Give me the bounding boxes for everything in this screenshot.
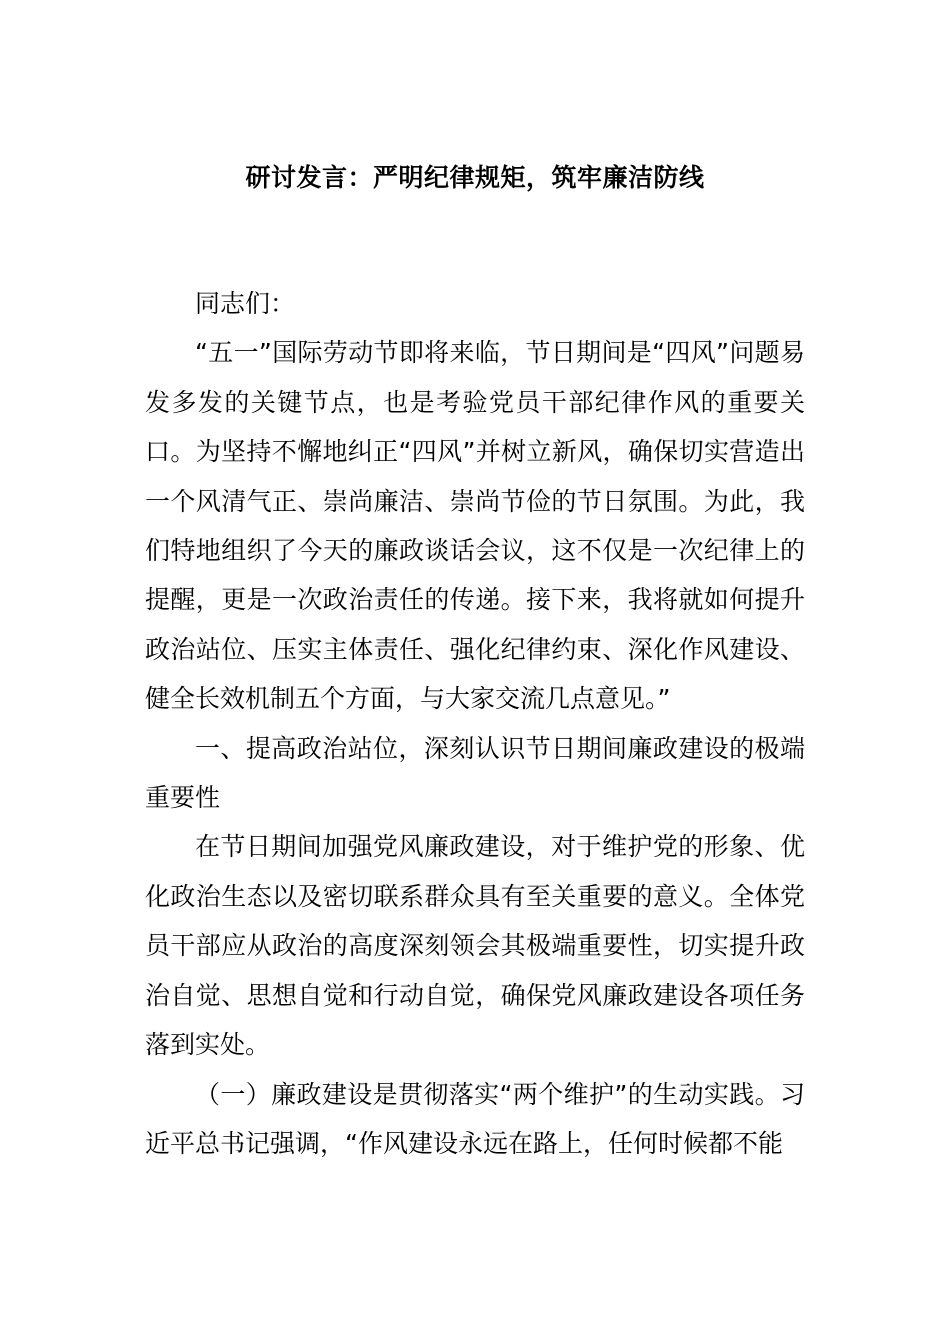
salutation-paragraph: 同志们： (195, 289, 296, 318)
document-title: 研讨发言：严明纪律规矩，筑牢廉洁防线 (245, 163, 705, 192)
subsection-1-paragraph: （一）廉政建设是贯彻落实“两个维护”的生动实践。习近平总书记强调，“作风建设永远在路上，任何时候都不能 (145, 1079, 805, 1158)
intro-paragraph: “五一”国际劳动节即将来临，节日期间是“四风”问题易发多发的关键节点，也是考验党员干部纪律作风的重要关口。为坚持不懈地纠正“四风”并树立新风，确保切实营造出一个风清气正、崇尚廉洁、崇尚节俭的节日氛围。为此，我们特地组织了今天的廉政谈话会议，这不仅是一次纪律上的提醒，更是一次政治责任的传递。接下来，我将就如何提升政治站位、压实主体责任、强化纪律约束、深化作风建设、健全长效机制五个方面，与大家交流几点意见。” (145, 338, 805, 714)
section-heading-1: 一、提高政治站位，深刻认识节日期间廉政建设的极端重要性 (145, 733, 805, 813)
section-1-paragraph: 在节日期间加强党风廉政建设，对于维护党的形象、优化政治生态以及密切联系群众具有至关重要的意义。全体党员干部应从政治的高度深刻领会其极端重要性，切实提升政治自觉、思想自觉和行动自觉，确保党风廉政建设各项任务落到实处。 (145, 832, 805, 1060)
document-body (145, 279, 805, 1168)
